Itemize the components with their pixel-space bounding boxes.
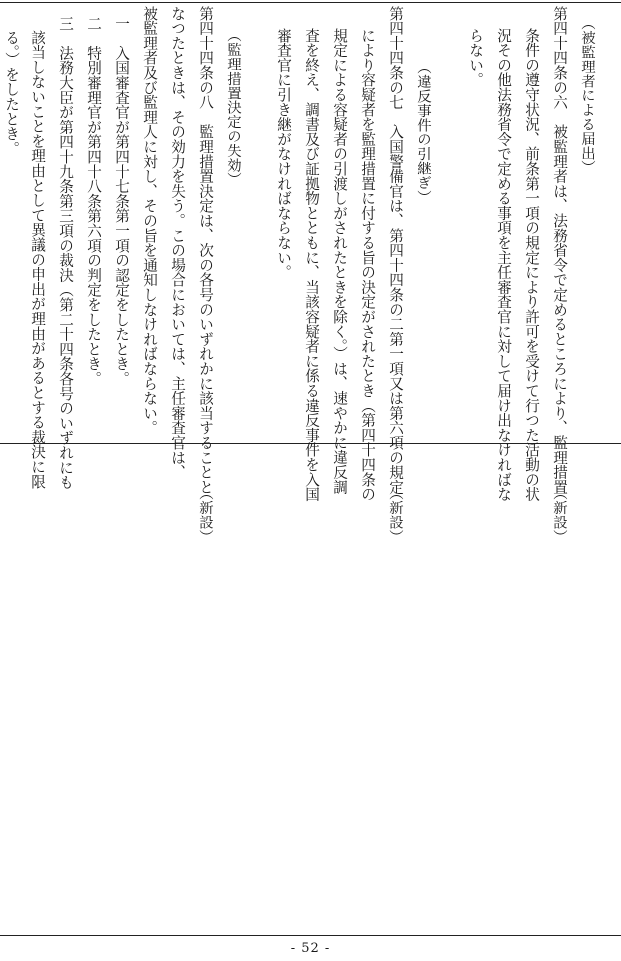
bottom-rule [0,935,621,936]
section-44-7-line-3: 規定による容疑者の引渡しがされたときを除く。）は、速やかに違反調 [331,28,348,495]
section-44-7-line-4: 査を終え、調書及び証拠物とともに、当該容疑者に係る違反事件を入国 [303,28,320,502]
section-44-6-line-3: 況その他法務省令で定める事項を主任審査官に対して届け出なければな [495,28,512,502]
section-44-7-line-5: 審査官に引き継がなければならない。 [275,28,292,280]
section-44-6-line-4: らない。 [467,28,484,88]
section-44-8-line-3: 被監理者及び監理人に対し、その旨を通知しなければならない。 [141,6,158,436]
section-44-6-line-2: 条件の遵守状況、前条第一項の規定により許可を受けて行つた活動の状 [523,28,540,502]
top-rule [0,2,621,3]
section-heading-44-6: （被監理者による届出） [579,16,595,175]
section-44-8-line-1: 第四十四条の八 監理措置決定は、次の各号のいずれかに該当することと [197,6,214,495]
section-44-6-new-note: （新設） [551,486,567,544]
section-44-7-line-1: 第四十四条の七 入国警備官は、第四十四条の二第一項又は第六項の規定 [387,6,404,495]
section-44-8-item-3-cont-1: 該当しないことを理由として異議の申出が理由があるとする裁決に限 [29,30,46,489]
section-heading-44-7: （違反事件の引継ぎ） [415,60,431,204]
section-44-7-line-2: により容疑者を監理措置に付する旨の決定がされたとき（第四十四条の [359,28,376,502]
section-44-8-item-3-cont-2: る。）をしたとき。 [3,30,20,156]
section-44-8-new-note: （新設） [197,486,213,544]
section-44-7-new-note: （新設） [387,486,403,544]
page-number: - 52 - [290,941,331,956]
section-44-8-item-3: 三 法務大臣が第四十九条第三項の裁決（第二十四条各号のいずれにも [57,16,74,490]
section-44-8-item-1: 一 入国審査官が第四十七条第一項の認定をしたとき。 [113,16,130,386]
section-44-8-line-2: なつたときは、その効力を失う。この場合においては、主任審査官は、 [169,6,186,480]
section-44-8-item-2: 二 特別審理官が第四十八条第六項の判定をしたとき。 [85,16,102,386]
section-heading-44-8: （監理措置決定の失効） [225,28,241,187]
section-44-6-line-1: 第四十四条の六 被監理者は、法務省令で定めるところにより、監理措置 [551,6,568,495]
